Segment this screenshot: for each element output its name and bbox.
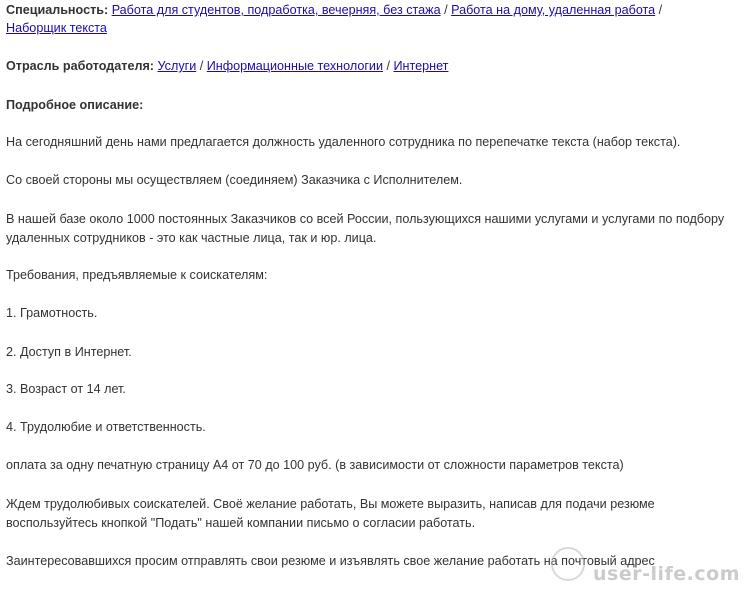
watermark-logo-icon [551,547,585,581]
description-paragraph-2: Со своей стороны мы осуществляем (соединяем) Заказчика с Исполнителем. [6,173,463,187]
industry-separator: / [383,59,394,73]
industry-link-services[interactable]: Услуги [157,59,197,73]
requirements-heading: Требования, предъявляемые к соискателям: [6,268,268,282]
description-paragraph-3-line-1: В нашей базе около 1000 постоянных Заказчиков со всей России, пользующихся нашими услугами и услугами по подбору [6,212,725,226]
specialty-row [6,1,662,20]
specialty-link-remote[interactable]: Работа на дому, удаленная работа [451,3,656,17]
specialty-link-typist[interactable]: Наборщик текста [6,21,107,35]
contact-instructions: Заинтересовавшихся просим отправлять свои резюме и изъявлять свое желание работать на почтовый адрес [6,554,655,568]
industry-separator: / [196,59,207,73]
description-heading: Подробное описание: [6,98,144,112]
invitation-line-1: Ждем трудолюбивых соискателей. Своё желание работать, Вы можете выразить, написав для подачи резюме [6,497,655,511]
industry-link-it[interactable]: Информационные технологии [206,59,383,73]
industry-label: Отрасль работодателя: [6,59,155,73]
specialty-link-students[interactable]: Работа для студентов, подработка, вечерняя, без стажа [111,3,441,17]
specialty-separator: / [440,3,452,17]
requirement-item: 1. Грамотность. [6,306,98,320]
specialty-separator: / [655,3,663,17]
requirement-item: 2. Доступ в Интернет. [6,345,132,359]
requirement-item: 4. Трудолюбие и ответственность. [6,420,206,434]
watermark: user-life.com [593,563,740,585]
industry-row [6,57,448,76]
specialty-label: Специальность: [6,3,109,17]
industry-link-internet[interactable]: Интернет [393,59,449,73]
invitation-line-2: воспользуйтесь кнопкой "Подать" нашей компании письмо о согласии работать. [6,516,476,530]
description-paragraph-1: На сегодняшний день нами предлагается должность удаленного сотрудника по перепечатке текста (набор текста). [6,135,681,149]
payment-info: оплата за одну печатную страницу А4 от 70 до 100 руб. (в зависимости от сложности параметров текста) [6,458,624,472]
requirement-item: 3. Возраст от 14 лет. [6,382,126,396]
specialty-row-continued [6,19,107,38]
description-paragraph-3-line-2: удаленных сотрудников - это как частные лица, так и юр. лица. [6,231,377,245]
